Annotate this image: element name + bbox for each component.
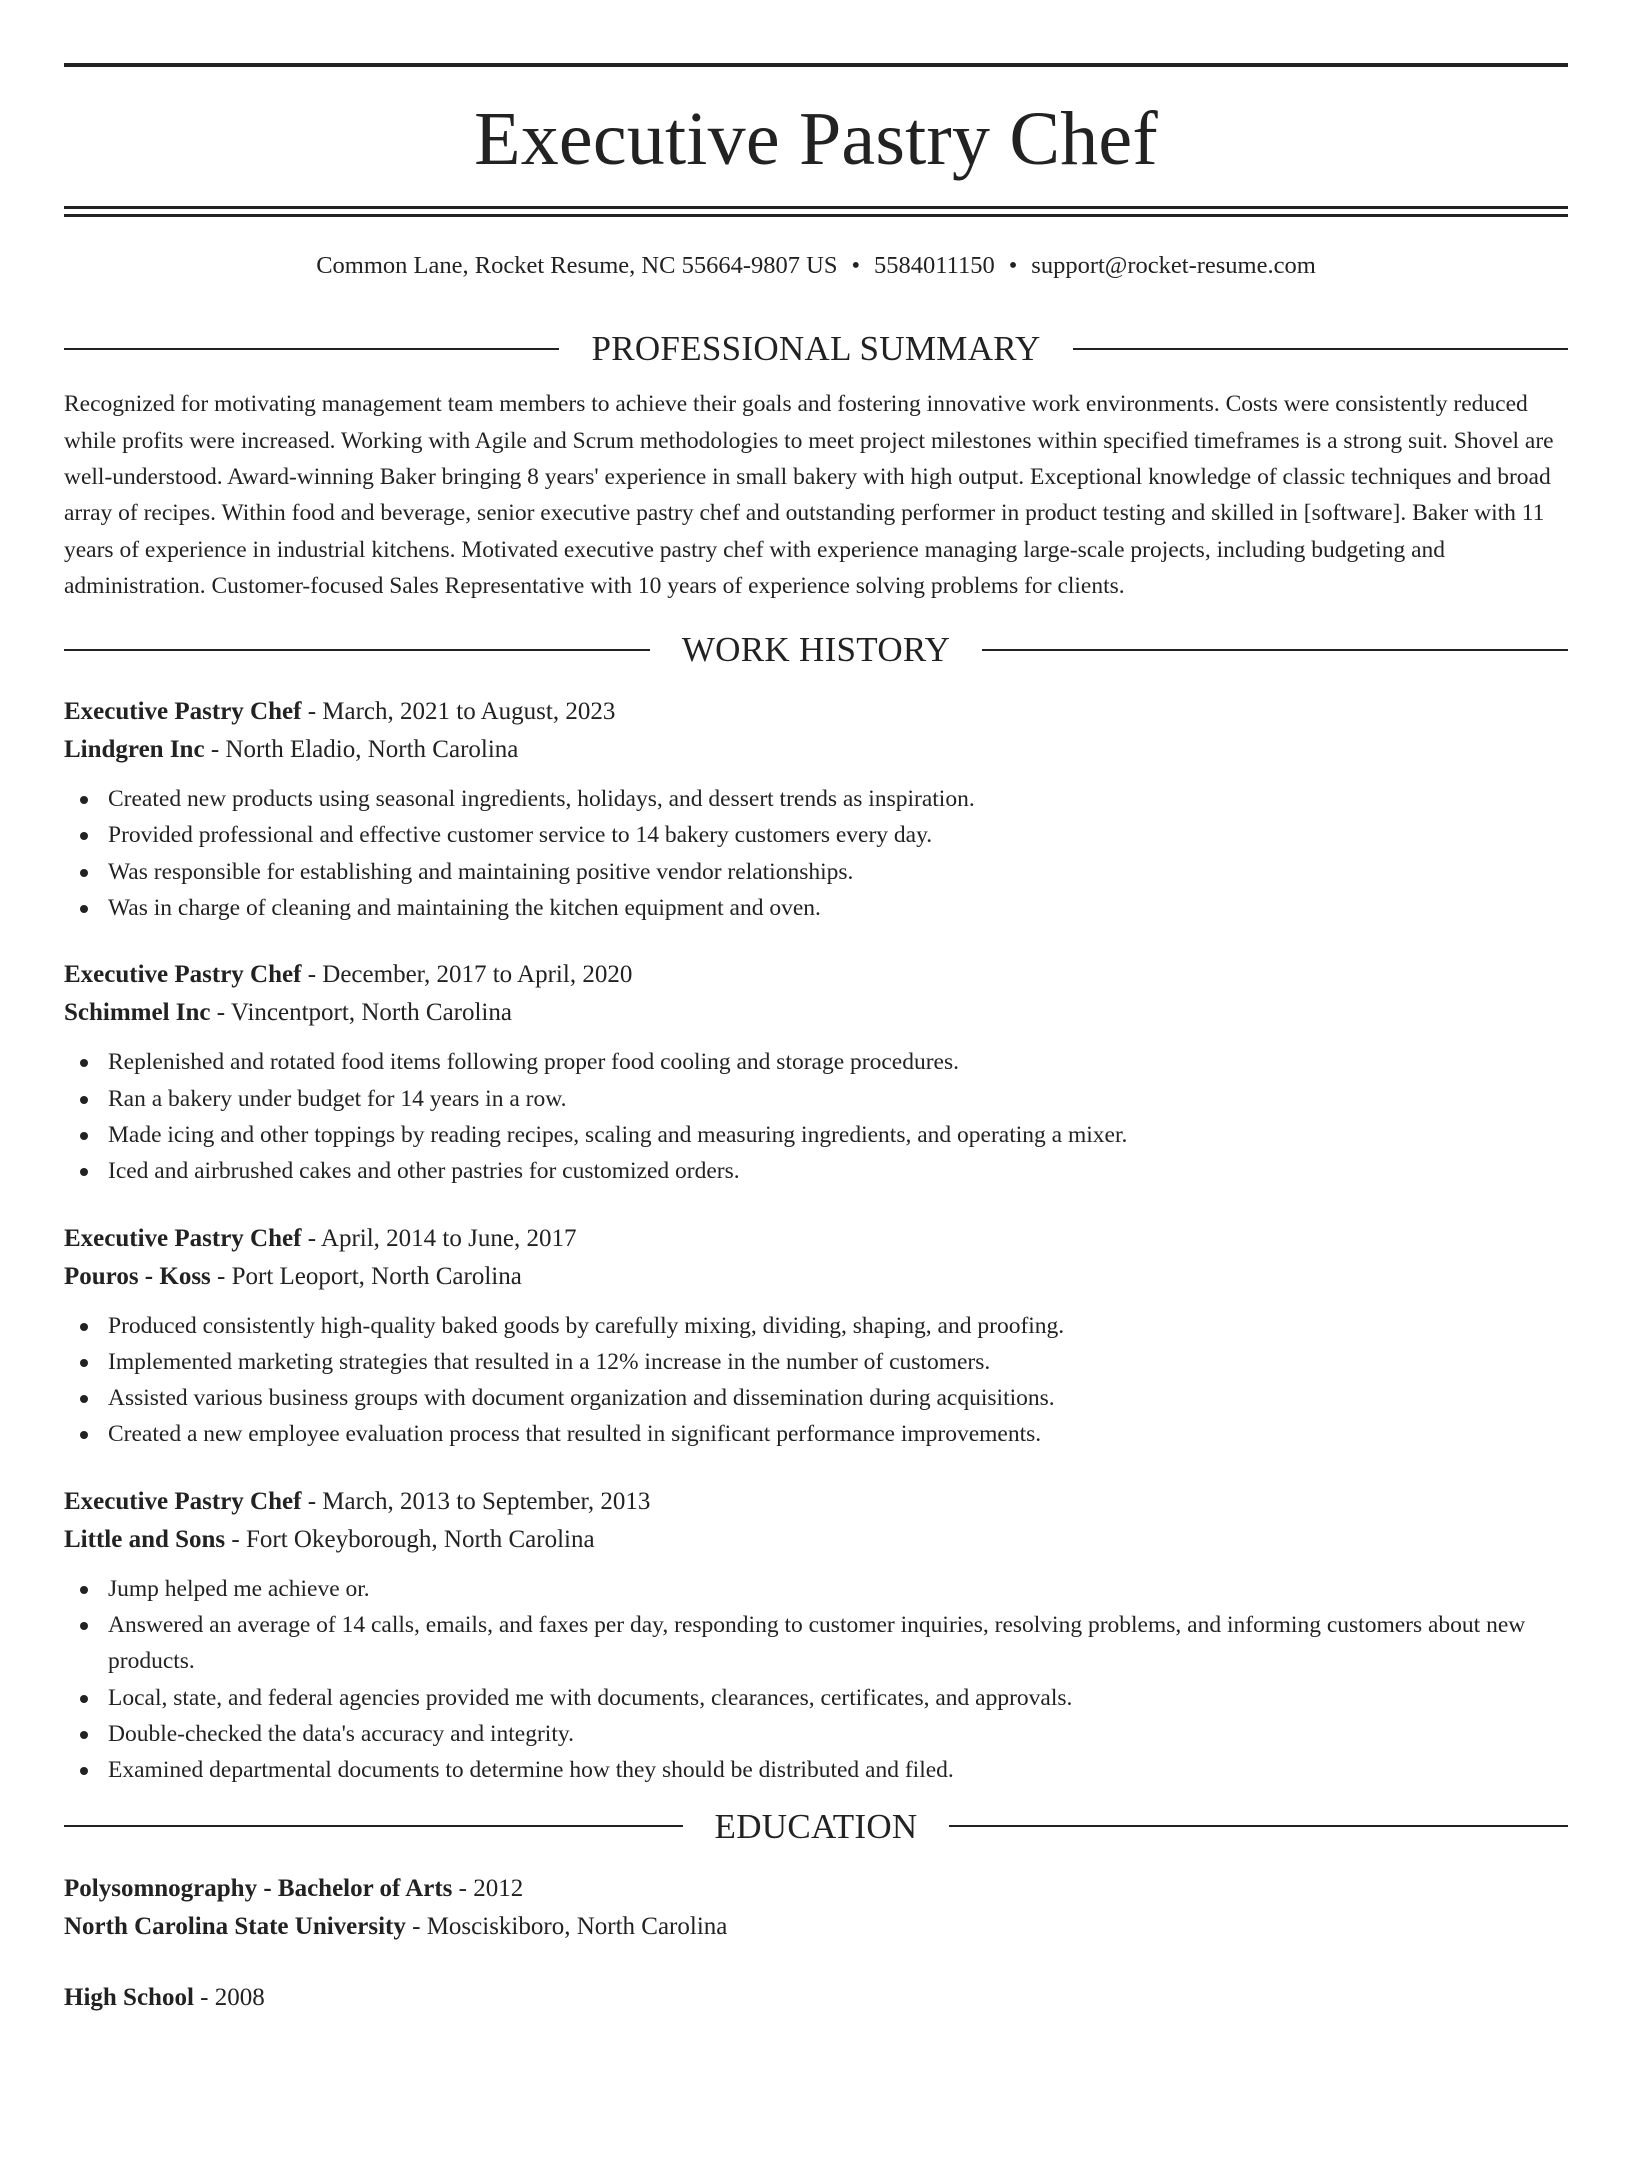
list-item: Answered an average of 14 calls, emails, and faxes per day, responding to customer inquiries, resolving problems, and informing customers about new products.	[64, 1607, 1568, 1680]
heading-rule	[64, 649, 650, 651]
education-heading	[64, 1806, 1568, 1846]
job-entry	[64, 1220, 1568, 1453]
job-company: Lindgren Inc	[64, 736, 205, 764]
education-degree: High School	[64, 1983, 194, 2011]
separator: •	[851, 252, 861, 279]
job-company-line	[64, 1258, 1568, 1296]
job-entry	[64, 956, 1568, 1189]
job-company-line	[64, 1521, 1568, 1559]
job-bullets	[64, 1571, 1568, 1789]
list-item: Implemented marketing strategies that resulted in a 12% increase in the number of customers.	[64, 1344, 1568, 1380]
list-item: Provided professional and effective customer service to 14 bakery customers every day.	[64, 817, 1568, 853]
job-title: Executive Pastry Chef	[64, 1224, 302, 1252]
education-location: - Mosciskiboro, North Carolina	[405, 1912, 728, 1940]
job-company-line	[64, 994, 1568, 1032]
work-heading-title: WORK HISTORY	[681, 630, 951, 670]
job-title: Executive Pastry Chef	[64, 698, 302, 726]
list-item: Produced consistently high-quality baked goods by carefully mixing, dividing, shaping, and proofing.	[64, 1308, 1568, 1344]
list-item: Replenished and rotated food items following proper food cooling and storage procedures.	[64, 1044, 1568, 1080]
job-title-line	[64, 1483, 1568, 1521]
job-title: Executive Pastry Chef	[64, 961, 302, 989]
resume-name: Executive Pastry Chef	[474, 97, 1158, 181]
education-school-line	[64, 1908, 1568, 1946]
job-location: - Vincentport, North Carolina	[210, 999, 512, 1027]
job-company: Schimmel Inc	[64, 999, 211, 1027]
list-item: Iced and airbrushed cakes and other pastries for customized orders.	[64, 1153, 1568, 1189]
job-location: - Port Leoport, North Carolina	[210, 1262, 522, 1290]
job-location: - Fort Okeyborough, North Carolina	[225, 1525, 595, 1553]
job-entry	[64, 1483, 1568, 1789]
list-item: Local, state, and federal agencies provided me with documents, clearances, certificates, and approvals.	[64, 1680, 1568, 1716]
education-entry	[64, 1979, 1568, 2017]
double-rule	[64, 206, 1568, 217]
education-heading-title: EDUCATION	[714, 1806, 918, 1846]
education-degree-line	[64, 1870, 1568, 1908]
list-item: Created new products using seasonal ingredients, holidays, and dessert trends as inspiration.	[64, 781, 1568, 817]
job-title: Executive Pastry Chef	[64, 1487, 302, 1515]
education-year: - 2008	[193, 1983, 265, 2011]
job-company-line	[64, 731, 1568, 769]
job-title-line	[64, 956, 1568, 994]
list-item: Made icing and other toppings by reading recipes, scaling and measuring ingredients, and operating a mixer.	[64, 1117, 1568, 1153]
education-degree-line	[64, 1979, 1568, 2017]
education-school: North Carolina State University	[64, 1912, 406, 1940]
heading-rule	[1073, 348, 1568, 350]
job-company: Pouros - Koss	[64, 1262, 211, 1290]
contact-line	[64, 251, 1568, 280]
list-item: Double-checked the data's accuracy and integrity.	[64, 1716, 1568, 1752]
list-item: Examined departmental documents to determine how they should be distributed and filed.	[64, 1752, 1568, 1788]
heading-rule	[982, 649, 1568, 651]
job-title-line	[64, 693, 1568, 731]
phone: 5584011150	[874, 252, 995, 279]
job-dates: - March, 2013 to September, 2013	[301, 1487, 651, 1515]
job-location: - North Eladio, North Carolina	[204, 736, 519, 764]
summary-heading-title: PROFESSIONAL SUMMARY	[591, 329, 1041, 369]
job-company: Little and Sons	[64, 1525, 226, 1553]
summary-text: Recognized for motivating management team members to achieve their goals and fostering innovative work environments. Costs were consistently reduced while profits were increased. Working with Agile and Scrum methodologies to meet project milestones within specified timeframes is a strong suit. Shovel are well-understood. Award-winning Baker bringing 8 years' experience in small bakery with high output. Exceptional knowledge of classic techniques and broad array of recipes. Within food and beverage, senior executive pastry chef and outstanding performer in product testing and skilled in [software]. Baker with 11 years of experience in industrial kitchens. Motivated executive pastry chef with experience managing large-scale projects, including budgeting and administration. Customer-focused Sales Representative with 10 years of experience solving problems for clients.	[64, 391, 1554, 599]
list-item: Was in charge of cleaning and maintaining the kitchen equipment and oven.	[64, 890, 1568, 926]
work-heading	[64, 630, 1568, 670]
list-item: Was responsible for establishing and maintaining positive vendor relationships.	[64, 854, 1568, 890]
email: support@rocket-resume.com	[1031, 252, 1316, 279]
summary-heading	[64, 329, 1568, 369]
education-degree: Polysomnography - Bachelor of Arts	[64, 1874, 453, 1902]
list-item: Ran a bakery under budget for 14 years in a row.	[64, 1081, 1568, 1117]
list-item: Created a new employee evaluation process that resulted in significant performance improvements.	[64, 1416, 1568, 1452]
list-item: Jump helped me achieve or.	[64, 1571, 1568, 1607]
job-dates: - April, 2014 to June, 2017	[301, 1224, 577, 1252]
address: Common Lane, Rocket Resume, NC 55664-9807 US	[316, 252, 838, 279]
job-entry	[64, 693, 1568, 926]
job-bullets	[64, 781, 1568, 926]
education-year: - 2012	[452, 1874, 524, 1902]
education-entry	[64, 1870, 1568, 1946]
heading-rule	[64, 1825, 683, 1827]
resume-page	[0, 63, 1632, 2175]
job-bullets	[64, 1308, 1568, 1453]
separator: •	[1008, 252, 1018, 279]
top-rule	[64, 63, 1568, 67]
job-dates: - December, 2017 to April, 2020	[301, 961, 633, 989]
job-bullets	[64, 1044, 1568, 1189]
heading-rule	[64, 348, 559, 350]
job-dates: - March, 2021 to August, 2023	[301, 698, 616, 726]
job-title-line	[64, 1220, 1568, 1258]
list-item: Assisted various business groups with document organization and dissemination during acquisitions.	[64, 1380, 1568, 1416]
heading-rule	[949, 1825, 1568, 1827]
